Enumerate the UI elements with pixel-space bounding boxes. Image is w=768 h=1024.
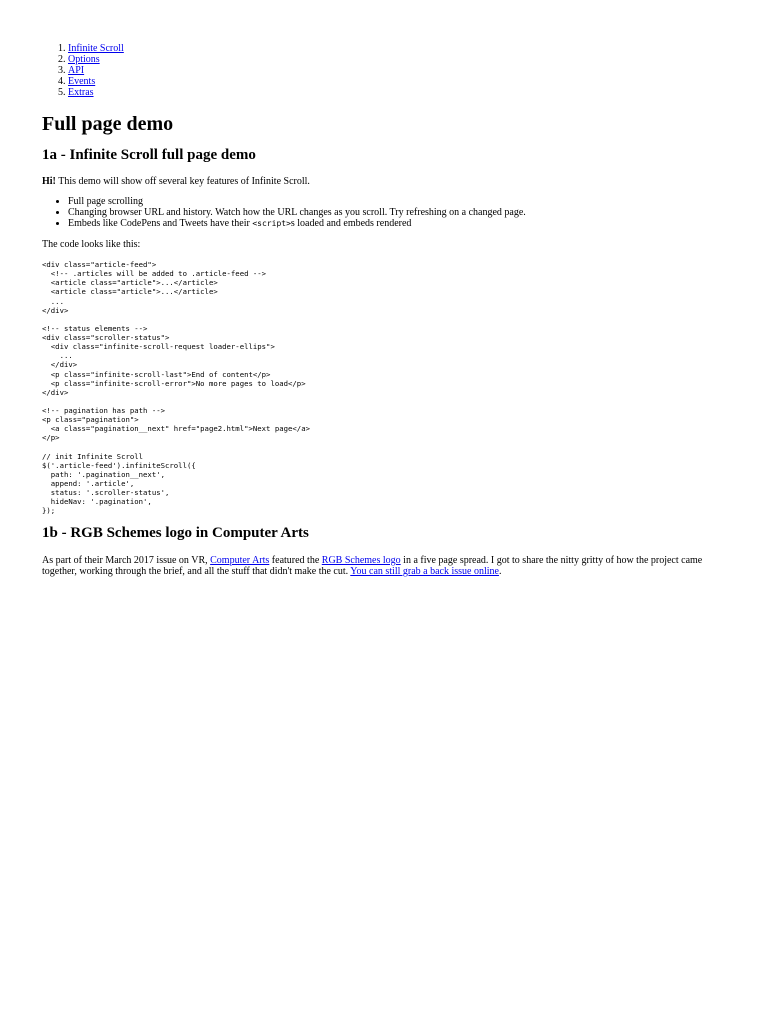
feature-text: s loaded and embeds rendered — [290, 218, 412, 229]
article-text: in a five page spread. I got to share the nitty gritty of how the project came together, working through the brief, and all the stuff that didn't make the cut. — [42, 555, 703, 577]
back-issue-link[interactable]: You can still grab a back issue online — [350, 566, 499, 577]
toc-item-infinite-scroll — [68, 43, 124, 54]
toc-item-events — [68, 76, 124, 87]
toc-item-options — [68, 54, 124, 65]
feature-item — [68, 218, 526, 229]
intro-paragraph — [42, 176, 726, 187]
computer-arts-link[interactable]: Computer Arts — [210, 555, 270, 566]
page-title: Full page demo — [42, 113, 174, 135]
feature-item: • Changing browser URL and history. Watch how the URL changes as you scroll. Try refreshing on a changed page. — [68, 207, 526, 218]
feature-text: Embeds like CodePens and Tweets have their — [68, 218, 253, 229]
intro-text: This demo will show off several key features of Infinite Scroll. — [55, 176, 310, 187]
rgb-schemes-logo-link[interactable]: RGB Schemes logo — [321, 555, 401, 566]
inline-code: <script> — [252, 219, 291, 228]
toc-item-api — [68, 65, 124, 76]
toc-link-extras[interactable]: Extras — [68, 87, 94, 98]
article-text: . — [498, 566, 502, 577]
toc-link-infinite-scroll[interactable]: Infinite Scroll — [68, 43, 124, 54]
toc-item-extras — [68, 87, 124, 98]
feature-list — [42, 196, 526, 229]
table-of-contents — [42, 43, 124, 98]
intro-bold: Hi! — [42, 176, 56, 187]
article-text: As part of their March 2017 issue on VR, — [42, 555, 211, 566]
article-text: featured the — [269, 555, 322, 566]
code-lead-text: The code looks like this: — [42, 239, 141, 250]
toc-link-events[interactable]: Events — [68, 76, 96, 87]
toc-link-api[interactable]: API — [68, 65, 85, 76]
feature-item: • Full page scrolling — [68, 196, 526, 207]
toc-link-options[interactable]: Options — [68, 54, 100, 65]
section-1a-heading: 1a - Infinite Scroll full page demo — [42, 147, 256, 163]
code-block: <div class="article-feed"> <!-- .articles will be added to .article-feed --> <article class="article">...</article> <article class="article">...</article> ... </div> <!-- status elements --> <div class="scroller-status"> <div class="infinite-scroll-request loader-ellips"> ... </div> <p class="infinite-scroll-last">End of content</p> <p class="infinite-scroll-error">No more pages to load</p> </div> <!-- pagination has path --> <p class="pagination"> <a class="pagination__next" href="page2.html">Next page</a> </p> // init Infinite Scroll $('.article-feed').infiniteScroll({ path: '.pagination__next', append: '.article', status: '.scroller-status', hideNav: '.pagination', }); — [42, 260, 310, 516]
section-1b-heading: 1b - RGB Schemes logo in Computer Arts — [42, 525, 309, 541]
article-paragraph — [42, 555, 726, 577]
